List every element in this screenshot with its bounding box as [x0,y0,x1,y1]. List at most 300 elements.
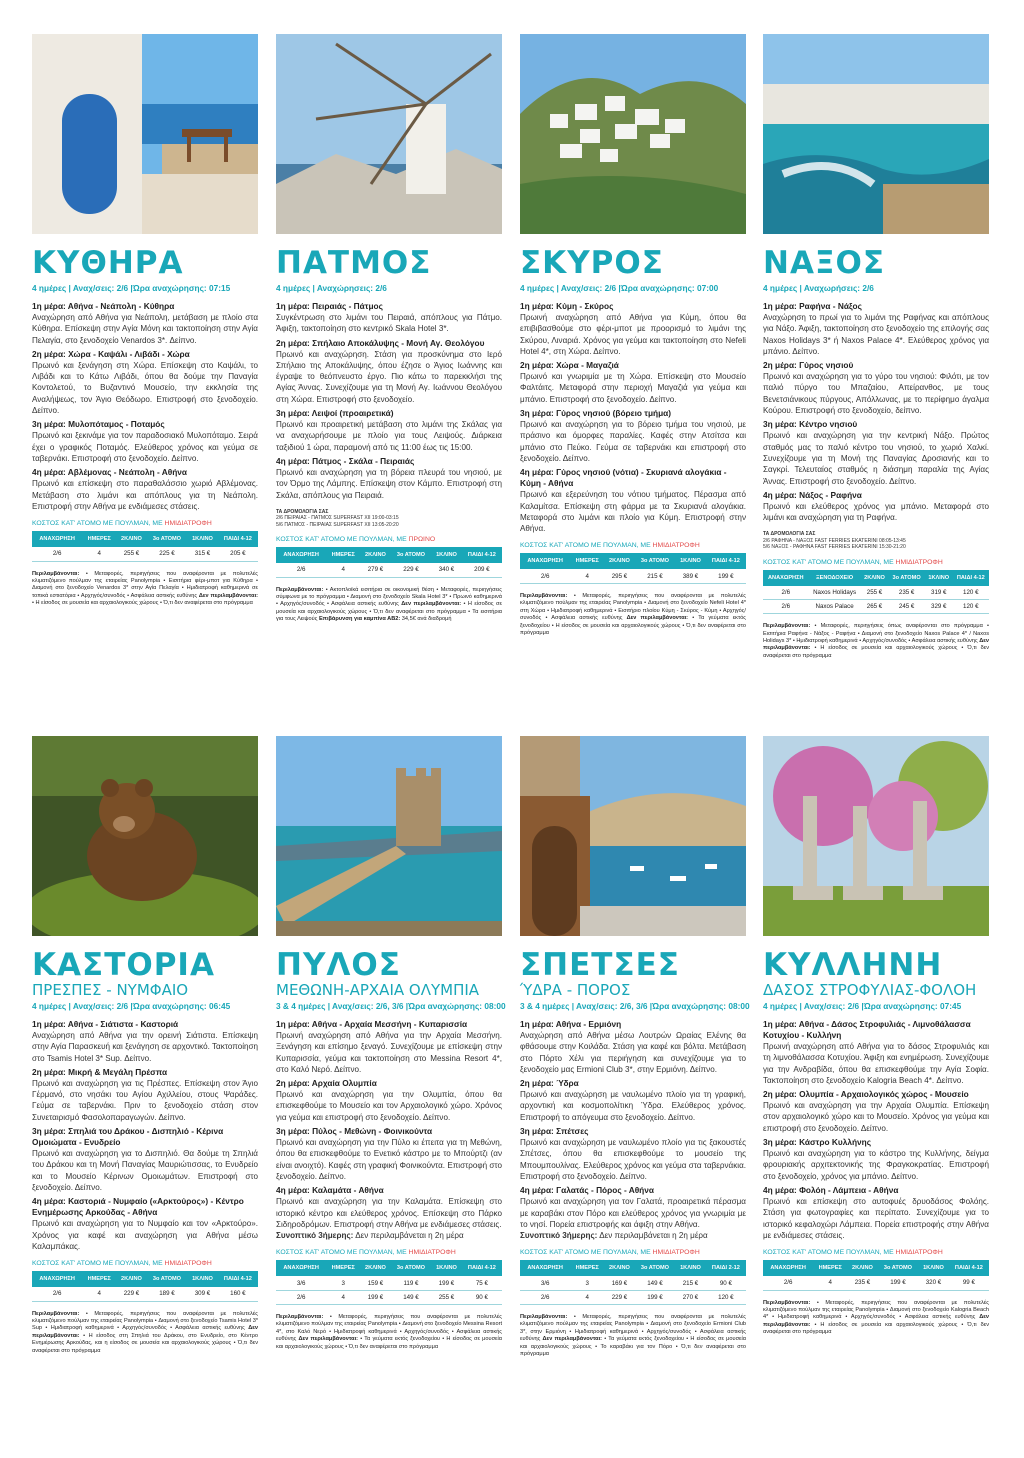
destination-title: ΚΥΛΛΗΝΗ [763,947,943,983]
table-row [276,563,502,577]
cost-heading [520,1249,746,1256]
table-cell: 160 € [218,1287,258,1301]
note-label: Δεν περιλαμβάνονται: [32,1325,258,1339]
table-row [520,1290,746,1304]
day-text: Πρωινό και προαιρετική μετάβαση στο λιμάνι της Σκάλας για να αναχωρήσουμε με πλοίο για τους Λειψούς. Διάρκεια ταξιδιού 1 ώρα, παραμονή από τις 11:00 έως τις 15:00. [276,420,502,452]
destination-title: ΣΠΕΤΣΕΣ [520,947,680,983]
note-text: • Τα γεύματα εκτός ξενοδοχείου • Η είσοδος σε μουσεία και αρχαιολογικούς χώρους • Ό,τι δεν αναφέρεται στο πρόγραμμα [276,1336,502,1350]
table-cell: 4 [813,1276,847,1290]
column-header: ΞΕΝΟΔΟΧΕΙΟ [809,570,861,586]
trip-meta: 4 ημέρες | Αναχ/σεις: 2/6 |Ώρα αναχώρησης: 06:45 [32,1001,231,1011]
column-header: 1ΚΛΙΝΟ [925,570,953,586]
table-cell: 215 € [635,569,675,583]
column-header: ΠΑΙΔΙ 4-12 [462,547,502,563]
column-header: ΑΝΑΧΩΡΗΣΗ [32,531,82,547]
column-header: ΗΜΕΡΕΣ [326,1260,360,1276]
day-text: Αναχώρηση το πρωί για το λιμάνι της Ραφήνας και απόπλους για Νάξο. Άφιξη, τακτοποίηση στο ξενοδοχείο της επιλογής σας Naxos Holidays 3* ή Naxos Palace 4*. Ελεύθερος χρόνος για μπάνιο. Δείπνο. [763,313,989,356]
day-heading: 2η μέρα: Ολυμπία - Αρχαιολογικός χώρος - Μουσείο [763,1089,969,1100]
column-header: ΠΑΙΔΙ 4-12 [218,531,258,547]
schedule-heading: ΤΑ ΔΡΟΜΟΛΟΓΙΑ ΣΑΣ [763,531,816,538]
table-cell: 295 € [604,569,635,583]
column-header: 3ο ΑΤΟΜΟ [888,570,925,586]
destination-photo [32,34,258,234]
note-label: Δεν περιλαμβάνονται: [198,592,258,599]
itinerary [763,301,989,523]
table-cell: 4 [326,1290,360,1304]
price-table [276,1260,502,1305]
table-cell: 235 € [888,586,925,600]
day-text: Πρωινό και αναχώρηση με ναυλωμένο πλοίο για τη γραφική, αρχοντική και κοσμοπολίτικη Ύδρα. Ελεύθερος χρόνος. Επιστροφή το απόγευμα στο ξενοδοχείο. Δείπνο. [520,1090,746,1122]
column-header: ΗΜΕΡΕΣ [813,1260,847,1276]
column-header: ΑΝΑΧΩΡΗΣΗ [520,1260,570,1276]
day-heading: 1η μέρα: Αθήνα - Αρχαία Μεσσήνη - Κυπαρισσία [276,1019,468,1029]
day-text: Συγκέντρωση στο λιμάνι του Πειραιά, απόπλους για Πάτμο. Άφιξη, τακτοποίηση στο κεντρικό Skala Hotel 3*. [276,313,502,334]
table-cell: 199 € [635,1290,675,1304]
trip-meta: 4 ημέρες | Αναχ/σεις: 2/6 |Ώρα αναχώρησης: 07:15 [32,283,231,293]
table-cell: 159 € [360,1276,391,1290]
meal-plan: ΗΜΙΔΙΑΤΡΟΦΗ [408,1249,456,1257]
day-heading: 1η μέρα: Αθήνα - Δάσος Στροφυλιάς - Λιμνοθάλασσα Κοτυχίου - Κυλλήνη [763,1019,971,1040]
meal-plan: ΗΜΙΔΙΑΤΡΟΦΗ [652,1249,700,1257]
note-text: • Η είσοδος σε μουσεία και αρχαιολογικούς χώρους • Ό,τι δεν αναφέρεται στο πρόγραμμα [763,1321,989,1336]
day-text: Πρωινό και αναχώρηση για τις Πρέσπες. Επίσκεψη στον Άγιο Γέρμανό, στο νησάκι του Αγίου Αχιλλείου, στους Ψαράδες. Γεύμα σε ταβερνάκι. Πριν το ξενοδοχείο στάση στον Συνεταιρισμό Φασολοπαραγωγών. Δείπνο. [32,1078,258,1122]
trip-meta: 3 & 4 ημέρες | Αναχ/σεις: 2/6, 3/6 |Ώρα αναχώρησης: 08:00 [520,1001,750,1011]
destination-title: ΠΥΛΟΣ [276,947,401,983]
column-header: 1ΚΛΙΝΟ [187,531,218,547]
price-table [32,1271,258,1302]
table-cell: 119 € [391,1276,431,1290]
itinerary-note [520,1230,746,1241]
note-text: • Μεταφορές, περιηγήσεις όπως αναφέρονται στο πρόγραμμα • Εισιτήρια Ραφήνα - Νάξος - Ραφήνα • Διαμονή στο ξενοδοχείο Naxos Palace 4* / Naxos Holidays 3* • Ημιδιατροφή καθημερινά • Αρχηγός/συνοδός • Ασφάλεια αστικής ευθύνης [763,623,989,644]
included-notes [763,623,989,660]
price-table [32,531,258,562]
cost-heading [276,536,502,543]
note-label: Δεν περιλαμβάνονται: [401,601,462,608]
card-kastoria [32,736,258,1355]
table-cell: 2/6 [276,1290,326,1304]
itinerary-note [276,1230,502,1241]
itinerary [276,1019,502,1241]
note-text: • Μεταφορές, περιηγήσεις που αναφέρονται με πολυτελές κλιματιζόμενο πούλμαν της εταιρείας Panolympia • Εισιτήρια φέρι-μποτ για Κύθηρα • Διαμονή στο ξενοδοχείο Venardos 3* στην Αγία Πελαγία • Ημιδιατροφή καθημερινά σε τοπικά εστιατόρια • Αρχηγός/συνοδός • Ασφάλεια αστικής ευθύνης [32,570,258,599]
cost-label: ΚΟΣΤΟΣ ΚΑΤ' ΑΤΟΜΟ ΜΕ ΠΟΥΛΜΑΝ, ΜΕ [520,1249,653,1257]
card-skyros [520,34,746,637]
schedule-heading: ΤΑ ΔΡΟΜΟΛΟΓΙΑ ΣΑΣ [276,508,329,515]
day-text: Πρωινό και επίσκεψη στο παραθαλάσσιο χωριό Αβλέμονας. Μετάβαση στο λιμάνι και απόπλους για τη Νεάπολη. Επιστροφή στην Αθήνα με ενδιάμεσες στάσεις. [32,479,258,511]
table-cell: 149 € [391,1290,431,1304]
note-label: Περιλαμβάνονται: [32,1310,80,1317]
table-cell: 199 € [431,1276,462,1290]
column-header: 1ΚΛΙΝΟ [431,1260,462,1276]
day-heading: 2η μέρα: Μικρή & Μεγάλη Πρέσπα [32,1066,168,1077]
table-row [276,1276,502,1290]
note-text: 34,5€ ανά διαδρομή [400,616,452,623]
meal-plan: ΗΜΙΔΙΑΤΡΟΦΗ [895,558,943,566]
day-heading: 3η μέρα: Λειψοί (προαιρετικά) [276,408,394,419]
day-text: Πρωινό και αναχώρηση για την Καλαμάτα. Επίσκεψη στο ιστορικό κέντρο και ελεύθερος χρόνος. Επίσκεψη στο Πάρκο Σιδηροδρόμων. Επιστροφή στην Αθήνα με ενδιάμεσες στάσεις. [276,1197,502,1229]
table-cell: 279 € [360,563,391,577]
day-text: Πρωινό και επίσκεψη στο αυτοφυές δρυοδάσος Φολόης. Στάση για φωτογραφίες και περίπατο. Συνεχίζουμε για το ιστορικό κεφαλοχώρι Λάμπεια. Πορεία επιστροφής στην Αθήνα με ενδιάμεσες στάσεις. [763,1196,989,1240]
table-row [32,1287,258,1301]
column-header: 1ΚΛΙΝΟ [675,1260,706,1276]
table-cell: 99 € [949,1276,989,1290]
day-heading: 4η μέρα: Νάξος - Ραφήνα [763,489,862,500]
table-cell: 229 € [604,1290,635,1304]
note-label: Περιλαμβάνονται: [520,1313,568,1320]
table-cell: 235 € [847,1276,878,1290]
note-text: • Μεταφορές, περιηγήσεις που αναφέρονται με πολυτελές κλιματιζόμενο πούλμαν της εταιρείας Panolympia • Διαμονή στο ξενοδοχείο Tsamis Hotel 3* Sup • Ημιδιατροφή καθημερινά • Αρχηγός/συνοδός • Ασφάλεια αστικής ευθύνης [32,1310,258,1332]
destination-photo [763,34,989,234]
day-text: Πρωινό και ξεκινάμε για τον παραδοσιακό Μυλοπόταμο. Σειρά έχει ο γραφικός Ποταμός. Ελεύθερος χρόνος και γεύμα σε ταβερνάκι. Επιστροφή στο ξενοδοχείο. Δείπνο. [32,431,258,463]
note-label: Δεν περιλαμβάνονται: [763,1314,989,1328]
table-cell: Naxos Palace [809,600,861,614]
price-table-header [32,1271,258,1287]
note-label: Περιλαμβάνονται: [276,586,324,593]
card-kyllini [763,736,989,1337]
note-text: • Μεταφορές, περιηγήσεις που αναφέρονται με πολυτελές κλιματιζόμενο πούλμαν της εταιρείας Panolympia • Διαμονή στο ξενοδοχείο Messina Resort 4*, στο Καλό Νερό • Ημιδιατροφή καθημερινά • Αρχηγός/συνοδός • Ασφάλεια αστικής ευθύνης [276,1313,502,1343]
column-header: 2ΚΛΙΝΟ [360,1260,391,1276]
trip-meta: 4 ημέρες | Αναχωρήσεις: 2/6 [763,283,874,293]
meal-plan: ΗΜΙΔΙΑΤΡΟΦΗ [164,520,212,528]
table-cell: 320 € [918,1276,949,1290]
table-cell: 255 € [116,547,147,561]
table-row [763,1276,989,1290]
note-label: Περιλαμβάνονται: [763,623,811,630]
table-cell: 199 € [878,1276,918,1290]
schedule-line: 2/6 ΠΕΙΡΑΙΑΣ - ΠΑΤΜΟΣ SUPERFAST XII 19:00-03:15 [276,515,399,522]
day-heading: 1η μέρα: Αθήνα - Σιάτιστα - Καστοριά [32,1019,179,1029]
note-label: Δεν περιλαμβάνονται: [542,1336,603,1343]
day-heading: 2η μέρα: Ύδρα [520,1078,579,1089]
included-notes [276,1314,502,1351]
column-header: ΗΜΕΡΕΣ [82,531,116,547]
day-text: Πρωινό και γνωριμία με τη Χώρα. Επίσκεψη στο Μουσείο Φαλτάιτς. Μεταφορά στην περιοχή Μαγαζιά για γεύμα και μπάνιο. Επιστροφή στο ξενοδοχείο. Δείπνο. [520,372,746,404]
note-text: • Η είσοδος στη Σπηλιά του Δράκου, στο Ενυδρείο, στο Κέντρο Ενημέρωσης Αρκούδας, και η είσοδος σε μουσεία και αρχαιολογικούς χώρους • Ό,τι δεν αναφέρεται στο πρόγραμμα [32,1332,258,1354]
price-table-header [32,531,258,547]
price-table [520,1260,746,1305]
table-row [520,1276,746,1290]
note-text: • Η είσοδος σε μουσεία και αρχαιολογικούς χώρους • Ό,τι δεν αναφέρεται στο πρόγραμμα [32,600,253,607]
column-header: ΗΜΕΡΕΣ [570,553,604,569]
meal-plan: ΗΜΙΔΙΑΤΡΟΦΗ [652,542,700,550]
table-cell: 4 [82,547,116,561]
schedule-line: 5/6 ΠΑΤΜΟΣ - ΠΕΙΡΑΙΑΣ SUPERFAST XII 13:05-20:20 [276,521,399,528]
day-text: Πρωινό και αναχώρηση για την Ολυμπία, όπου θα επισκεφθούμε το Μουσείο και τον Αρχαιολογικό χώρο. Χρόνος για γεύμα και επιστροφή στο ξενοδοχείο. Δείπνο. [276,1090,502,1122]
table-cell: 2/6 [763,586,809,600]
note-text: • Ακτοπλοϊκά εισιτήρια σε οικονομική θέση • Μεταφορές, περιηγήσεις σύμφωνα με το πρόγραμμα • Διαμονή στο ξενοδοχείο Skala Hotel 3* • Πρωινό καθημερινά • Αρχηγός/συνοδός • Ασφάλεια αστικής ευθύνης [276,586,502,608]
column-header: 1ΚΛΙΝΟ [918,1260,949,1276]
table-cell: 4 [570,1290,604,1304]
table-cell: 199 € [360,1290,391,1304]
cost-label: ΚΟΣΤΟΣ ΚΑΤ' ΑΤΟΜΟ ΜΕ ΠΟΥΛΜΑΝ, ΜΕ [276,536,409,544]
column-header: 3ο ΑΤΟΜΟ [635,553,675,569]
column-header: 3ο ΑΤΟΜΟ [147,531,187,547]
day-text: Πρωινό και αναχώρηση για το Δισπηλιό. Θα δούμε τη Σπηλιά του Δράκου και τη Μονή Παναγίας Μαυριώτισσας, το Ενυδρείο και το Μουσείο Κέρινων Ομοιωμάτων. Επιστροφή στο ξενοδοχείο. Δείπνο. [32,1149,258,1192]
price-table-header [520,553,746,569]
note-label: Περιλαμβάνονται: [520,592,568,599]
column-header: 3ο ΑΤΟΜΟ [878,1260,918,1276]
table-cell: 209 € [462,563,502,577]
cost-heading [520,542,746,549]
table-cell: 3 [570,1276,604,1290]
column-header: ΗΜΕΡΕΣ [570,1260,604,1276]
cost-label: ΚΟΣΤΟΣ ΚΑΤ' ΑΤΟΜΟ ΜΕ ΠΟΥΛΜΑΝ, ΜΕ [276,1249,409,1257]
column-header: 1ΚΛΙΝΟ [431,547,462,563]
destination-photo [520,34,746,234]
table-cell: 2/6 [32,547,82,561]
note-label: Δεν περιλαμβάνονται: [763,637,989,652]
itinerary-note-label: Συνοπτικό 3ήμερης: [276,1231,354,1241]
day-heading: 3η μέρα: Πύλος - Μεθώνη - Φοινικούντα [276,1126,433,1137]
itinerary [32,1019,258,1252]
table-cell: 270 € [675,1290,706,1304]
destination-subtitle: ΜΕΘΩΝΗ-ΑΡΧΑΙΑ ΟΛΥΜΠΙΑ [276,981,480,999]
included-notes [520,1314,746,1358]
itinerary [32,301,258,512]
destination-subtitle: ΔΑΣΟΣ ΣΤΡΟΦΥΛΙΑΣ-ΦΟΛΟΗ [763,981,977,999]
table-cell: 2/6 [32,1287,82,1301]
day-text: Πρωινό και αναχώρηση για την κεντρική Νάξο. Πρώτος σταθμός μας το παλιό κέντρο του νησιού, το χωριό Χαλκί. Συνεχίζουμε για τη Μονή της Παναγίας Δροσιανής και το Σαγκρί. Τελευταίος σταθμός η διάσημη παραλία της Αγίας Άννας. Επιστροφή στο ξενοδοχείο. Δείπνο. [763,431,989,486]
destination-title: ΚΑΣΤΟΡΙΑ [32,947,215,983]
table-cell: 329 € [925,600,953,614]
table-cell: 120 € [706,1290,746,1304]
ferry-schedule [763,531,989,550]
destination-photo [32,736,258,936]
price-table [520,553,746,584]
itinerary-note-text: Δεν περιλαμβάνεται η 2η μέρα [353,1231,464,1241]
card-spetses [520,736,750,1358]
card-pylos [276,736,506,1351]
table-cell: 265 € [861,600,889,614]
destination-title: ΝΑΞΟΣ [763,245,886,281]
meal-plan: ΗΜΙΔΙΑΤΡΟΦΗ [164,1260,212,1268]
card-patmos [276,34,502,624]
trip-meta: 4 ημέρες | Αναχώρησεις: 2/6 [276,283,387,293]
included-notes [32,1311,258,1355]
column-header: 2ΚΛΙΝΟ [604,1260,635,1276]
day-heading: 3η μέρα: Μυλοπόταμος - Ποταμός [32,419,165,430]
price-table-header [276,1260,502,1276]
table-cell: 2/6 [276,563,326,577]
price-table [763,570,989,615]
day-text: Πρωινή αναχώρηση από Αθήνα για Κύμη, όπου θα επιβιβασθούμε στο φέρι-μποτ με προορισμό το λιμάνι της Σκύρου, Λιναριά. Χρόνος για γεύμα και τακτοποίηση στο Nefeli Hotel 4*, στη Χώρα. Δείπνο. [520,313,746,356]
column-header: 2ΚΛΙΝΟ [604,553,635,569]
table-cell: 3/6 [276,1276,326,1290]
destination-subtitle: ΎΔΡΑ - ΠΟΡΟΣ [520,981,631,999]
day-heading: 4η μέρα: Γαλατάς - Πόρος - Αθήνα [520,1185,654,1196]
column-header: 3ο ΑΤΟΜΟ [635,1260,675,1276]
day-text: Πρωινό και ελεύθερος χρόνος για μπάνιο. Μεταφορά στο λιμάνι και αναχώρηση για τη Ραφήνα. [763,501,989,523]
meal-plan: ΗΜΙΔΙΑΤΡΟΦΗ [895,1249,943,1257]
day-heading: 3η μέρα: Κέντρο νησιού [763,419,858,430]
table-cell: 3/6 [520,1276,570,1290]
day-text: Πρωινό και αναχώρηση για την Πύλο κι έπειτα για τη Μεθώνη, όπου θα επισκεφθούμε το Ενετικό κάστρο με το Μπούρτζι (αν είναι ανοιχτό). Καφές στη γραφική Φοινικούντα. Επιστροφή στο ξενοδοχείο. Δείπνο. [276,1138,502,1181]
day-text: Πρωινό και αναχώρηση. Στάση για προσκύνημα στο Ιερό Σπήλαιο της Αποκάλυψης, όπου έζησε ο Άγιος Ιωάννης και έγραψε το θεόπνευστο έργο. Πιο κάτω το παρεκκλήσι της Αγίας Άννας. Συνεχίζουμε για τη Μονή Αγ. Ιωάννου Θεολόγου στη Χώρα. Επιστροφή στο ξενοδοχείο. [276,349,502,404]
day-heading: 2η μέρα: Αρχαία Ολυμπία [276,1078,377,1089]
note-label: Επιβάρυνση για καμπίνα ΑΒ2: [318,616,401,623]
table-cell: 229 € [391,563,431,577]
itinerary [520,301,746,534]
table-cell: 75 € [462,1276,502,1290]
table-cell: 120 € [953,600,989,614]
price-table-header [763,1260,989,1276]
day-text: Πρωινή αναχώρηση από Αθήνα για το δάσος Στροφυλιάς και τη λιμνοθάλασσα Κοτυχίου. Άφιξη και ενημέρωση. Συνεχίζουμε για την Ανδραβίδα, όπου θα επισκεφθούμε την Αγία Σοφία. Τακτοποίηση στο ξενοδοχείο Kalogria Beach 4*. Δείπνο. [763,1042,989,1085]
destination-photo [520,736,746,936]
day-text: Αναχώρηση από Αθήνα για Νεάπολη, μετάβαση με πλοίο στα Κύθηρα. Επίσκεψη στην Αγία Μόνη και τακτοποίηση στην Αγία Πελαγία, στο ξενοδοχείο Venardos 3*. Δείπνο. [32,313,258,345]
table-cell: 2/6 [520,1290,570,1304]
cost-heading [32,1260,258,1267]
table-cell: 315 € [187,547,218,561]
table-cell: 309 € [187,1287,218,1301]
table-cell: 319 € [925,586,953,600]
day-text: Πρωινό και αναχώρηση για το γύρο του νησιού: Φιλότι, με τον παλιό πύργο του Μπαζαίου, Απείρανθος, με τους Βενετσιάνικους πύργους, Απόλλωνας, με το περίφημο άγαλμα Κούρου. Επιστροφή στο ξενοδοχείο, δείπνο. [763,372,989,416]
day-text: Πρωινή αναχώρηση από Αθήνα για την Αρχαία Μεσσήνη. Ξενάγηση και επίσημο ξεναγό. Συνεχίζουμε με επίσκεψη στην Κυπαρισσία, γεύμα και τακτοποίηση στο Messina Resort 4*, στο Καλό Νερό. Δείπνο. [276,1031,502,1074]
day-heading: 4η μέρα: Αβλέμονας - Νεάπολη - Αθήνα [32,467,187,478]
trip-meta: 4 ημέρες | Αναχ/σεις: 2/6 |Ώρα αναχώρησης: 07:45 [763,1001,962,1011]
table-cell: 90 € [706,1276,746,1290]
table-cell: 4 [82,1287,116,1301]
table-cell: Naxos Holidays [809,586,861,600]
day-text: Πρωινό και αναχώρηση για την Αρχαία Ολυμπία. Επίσκεψη στον αρχαιολογικό χώρο και το Μουσείο. Χρόνος για γεύμα και επιστροφή στο ξενοδοχείο. Δείπνο. [763,1101,989,1133]
schedule-line: 2/6 ΡΑΦΗΝΑ - ΝΑΞΟΣ FAST FERRIES EKATERINI 08:05-13:45 [763,537,906,544]
column-header: ΑΝΑΧΩΡΗΣΗ [520,553,570,569]
note-text: • Μεταφορές, περιηγήσεις που αναφέρονται με πολυτελές κλιματιζόμενο πούλμαν της εταιρείας Panolympia • Διαμονή στο ξενοδοχείο Nefeli Hotel 4* στη Χώρα • Ημιδιατροφή καθημερινά • Εισιτήριο πλοίου Κύμη - Σκύρος - Κύμη • Αρχηγός/συνοδός • Ασφάλεια αστικής ευθύνης [520,592,746,622]
column-header: ΑΝΑΧΩΡΗΣΗ [32,1271,82,1287]
destination-subtitle: ΠΡΕΣΠΕΣ - ΝΥΜΦΑΙΟ [32,981,189,999]
cost-label: ΚΟΣΤΟΣ ΚΑΤ' ΑΤΟΜΟ ΜΕ ΠΟΥΛΜΑΝ, ΜΕ [763,558,896,566]
column-header: ΠΑΙΔΙ 4-12 [949,1260,989,1276]
cost-heading [276,1249,502,1256]
day-heading: 2η μέρα: Γύρος νησιού [763,360,854,371]
day-heading: 3η μέρα: Γύρος νησιού (βόρειο τμήμα) [520,408,672,419]
table-row [276,1290,502,1304]
itinerary [276,301,502,501]
column-header: ΑΝΑΧΩΡΗΣΗ [763,570,809,586]
column-header: ΠΑΙΔΙ 4-12 [706,553,746,569]
price-table-header [520,1260,746,1276]
column-header: 2ΚΛΙΝΟ [360,547,391,563]
day-heading: 3η μέρα: Σπηλιά του Δράκου - Δισπηλιό - Κέρινα Ομοιώματα - Ενυδρείο [32,1126,224,1148]
table-cell: 225 € [147,547,187,561]
table-cell: 199 € [706,569,746,583]
day-heading: 4η μέρα: Φολόη - Λάμπεια - Αθήνα [763,1184,899,1195]
column-header: ΠΑΙΔΙ 4-12 [462,1260,502,1276]
column-header: ΗΜΕΡΕΣ [326,547,360,563]
table-cell: 245 € [888,600,925,614]
day-text: Αναχώρηση από Αθήνα μέσω Λουτρών Ωραίας Ελένης θα φθάσουμε στην Κοιλάδα. Στάση για καφέ και βόλτα. Μετάβαση στο Πόρτο Χέλι για περιήγηση και συνεχίζουμε για το ξενοδοχείο μας Ermioni Club 3*, στην Ερμιόνη. Δείπνο. [520,1031,746,1074]
day-text: Πρωινό και αναχώρηση για το Νυμφαίο και τον «Αρκτούρο». Χρόνος για καφέ και αναχώρηση για Αθήνα μέσω Καλαμπάκας. [32,1219,258,1251]
itinerary-note-label: Συνοπτικό 3ήμερης: [520,1231,598,1241]
schedule-line: 5/6 ΝΑΞΟΣ - ΡΑΦΗΝΑ FAST FERRIES EKATERINI 15:30-21:20 [763,544,906,551]
cost-label: ΚΟΣΤΟΣ ΚΑΤ' ΑΤΟΜΟ ΜΕ ΠΟΥΛΜΑΝ, ΜΕ [520,542,653,550]
column-header: ΠΑΙΔΙ 2-12 [706,1260,746,1276]
day-heading: 2η μέρα: Σπήλαιο Αποκάλυψης - Μονή Αγ. Θεολόγου [276,337,485,348]
note-label: Δεν περιλαμβάνονται: [298,1336,359,1343]
price-table-header [763,570,989,586]
note-text: • Μεταφορές, περιηγήσεις που αναφέρονται με πολυτελές κλιματιζόμενο πούλμαν της εταιρείας Panolympia • Διαμονή στο ξενοδοχείο Ermioni Club 3*, στην Ερμιόνη • Ημιδιατροφή καθημερινά • Αρχηγός/συνοδός • Ασφάλεια αστικής ευθύνης [520,1313,746,1343]
note-label: Περιλαμβάνονται: [276,1313,324,1320]
destination-photo [276,736,502,936]
day-heading: 4η μέρα: Γύρος νησιού (νότια) - Σκυριανά αλογάκια - Κύμη - Αθήνα [520,467,727,489]
included-notes [276,587,502,624]
included-notes [32,571,258,608]
column-header: 2ΚΛΙΝΟ [861,570,889,586]
price-table-header [276,547,502,563]
destination-title: ΚΥΘΗΡΑ [32,245,184,281]
note-label: Περιλαμβάνονται: [763,1299,811,1306]
cost-label: ΚΟΣΤΟΣ ΚΑΤ' ΑΤΟΜΟ ΜΕ ΠΟΥΛΜΑΝ, ΜΕ [32,1260,165,1268]
day-heading: 2η μέρα: Χώρα - Μαγαζιά [520,360,619,371]
note-text: • Η είσοδος σε μουσεία και αρχαιολογικούς χώρους • Ό,τι δεν αναφέρεται στο πρόγραμμα • Τα εισιτήρια για τους Λειψούς [276,601,502,623]
table-cell: 2/6 [763,600,809,614]
table-cell: 149 € [635,1276,675,1290]
meal-plan: ΠΡΩΙΝΟ [408,536,436,544]
cost-heading [763,1249,989,1256]
day-text: Πρωινό και αναχώρηση με ναυλωμένο πλοίο για τις ξακουστές Σπέτσες, όπου θα επισκεφθούμε το μουσείο της Μπουμπουλίνας. Ελεύθερος χρόνος και γεύμα στα ταβερνάκια. Επιστροφή στο ξενοδοχείο. Δείπνο. [520,1138,746,1181]
day-heading: 2η μέρα: Χώρα - Καψάλι - Λιβάδι - Χώρα [32,348,190,359]
day-heading: 3η μέρα: Κάστρο Κυλλήνης [763,1137,872,1148]
trip-meta: 3 & 4 ημέρες | Αναχ/σεις: 2/6, 3/6 |Ώρα αναχώρησης: 08:00 [276,1001,506,1011]
day-text: Πρωινό και αναχώρηση για τη βόρεια πλευρά του νησιού, με τον Όρμο της Λάμπης. Επίσκεψη στον Κάμπο. Επιστροφή στη Σκάλα, απόπλους για Πειραιά. [276,467,502,500]
column-header: 3ο ΑΤΟΜΟ [147,1271,187,1287]
cost-label: ΚΟΣΤΟΣ ΚΑΤ' ΑΤΟΜΟ ΜΕ ΠΟΥΛΜΑΝ, ΜΕ [32,520,165,528]
table-cell: 4 [570,569,604,583]
card-kythira [32,34,258,608]
cost-heading [32,520,258,527]
table-row [763,600,989,614]
day-heading: 4η μέρα: Πάτμος - Σκάλα - Πειραιάς [276,455,415,466]
cost-label: ΚΟΣΤΟΣ ΚΑΤ' ΑΤΟΜΟ ΜΕ ΠΟΥΛΜΑΝ, ΜΕ [763,1249,896,1257]
day-text: Πρωινό και αναχώρηση για το κάστρο της Κυλλήνης, δείγμα φρουριακής αρχιτεκτονικής της Φραγκοκρατίας. Επιστροφή στο ξενοδοχείο, χρόνος για μπάνιο. Δείπνο. [763,1149,989,1181]
table-cell: 3 [326,1276,360,1290]
day-heading: 4η μέρα: Καστοριά - Νυμφαίο («Αρκτούρος») - Κέντρο Ενημέρωσης Αρκούδας - Αθήνα [32,1196,244,1218]
column-header: 2ΚΛΙΝΟ [116,1271,147,1287]
table-row [763,586,989,600]
table-cell: 189 € [147,1287,187,1301]
note-text: • Μεταφορές, περιηγήσεις που αναφέρονται με πολυτελές κλιματιζόμενο πούλμαν της εταιρείας Panolympia • Διαμονή στο ξενοδοχείο Kalogria Beach 4* • Ημιδιατροφή καθημερινά • Αρχηγός/συνοδός • Ασφάλεια αστικής ευθύνης [763,1299,989,1321]
day-text: Πρωινό και ξενάγηση στη Χώρα. Επίσκεψη στο Καψάλι, το Λιβάδι και το Κάτω Λιβάδι, όπου θα δούμε την Παναγία Κοντολετού, το Βυζαντινό Μουσείο, την εκκλησία της Αναλήψεως, τον Άγιο Θεόδωρο. Επιστροφή στο ξενοδοχείο. Δείπνο. [32,360,258,416]
destination-title: ΠΑΤΜΟΣ [276,245,432,281]
note-label: Περιλαμβάνονται: [32,570,80,577]
table-row [520,569,746,583]
column-header: 1ΚΛΙΝΟ [187,1271,218,1287]
day-heading: 3η μέρα: Σπέτσες [520,1126,589,1137]
day-heading: 1η μέρα: Ραφήνα - Νάξος [763,301,862,311]
table-cell: 90 € [462,1290,502,1304]
table-cell: 2/6 [763,1276,813,1290]
table-cell: 169 € [604,1276,635,1290]
table-cell: 120 € [953,586,989,600]
table-cell: 205 € [218,547,258,561]
included-notes [520,593,746,637]
column-header: 2ΚΛΙΝΟ [116,531,147,547]
column-header: 2ΚΛΙΝΟ [847,1260,878,1276]
column-header: ΑΝΑΧΩΡΗΣΗ [763,1260,813,1276]
column-header: ΗΜΕΡΕΣ [82,1271,116,1287]
day-text: Αναχώρηση από Αθήνα για την ορεινή Σιάτιστα. Επίσκεψη στην Αγία Παρασκευή και ξενάγηση σε αρχοντικό. Τακτοποίηση στο Tsamis Hotel 3* Sup. Δείπνο. [32,1031,258,1063]
note-text: • Η είσοδος σε μουσεία και αρχαιολογικούς χώρους • Ό,τι δεν αναφέρεται στο πρόγραμμα [763,645,989,659]
destination-title: ΣΚΥΡΟΣ [520,245,664,281]
destination-photo [763,736,989,936]
price-table [763,1260,989,1291]
table-cell: 255 € [431,1290,462,1304]
itinerary-note-text: Δεν περιλαμβάνεται η 2η μέρα [597,1231,708,1241]
itinerary [520,1019,746,1241]
table-cell: 4 [326,563,360,577]
day-text: Πρωινό και εξερεύνηση του νότιου τμήματος. Πέρασμα από Καλαμίτσα. Επίσκεψη στη φάρμα με τα Σκυριανά αλογάκια. Μεταφορά στο λιμάνι και πλοίο για Κύμη. Επιστροφή στην Αθήνα. [520,490,746,534]
card-naxos [763,34,989,660]
column-header: ΑΝΑΧΩΡΗΣΗ [276,1260,326,1276]
table-cell: 255 € [861,586,889,600]
